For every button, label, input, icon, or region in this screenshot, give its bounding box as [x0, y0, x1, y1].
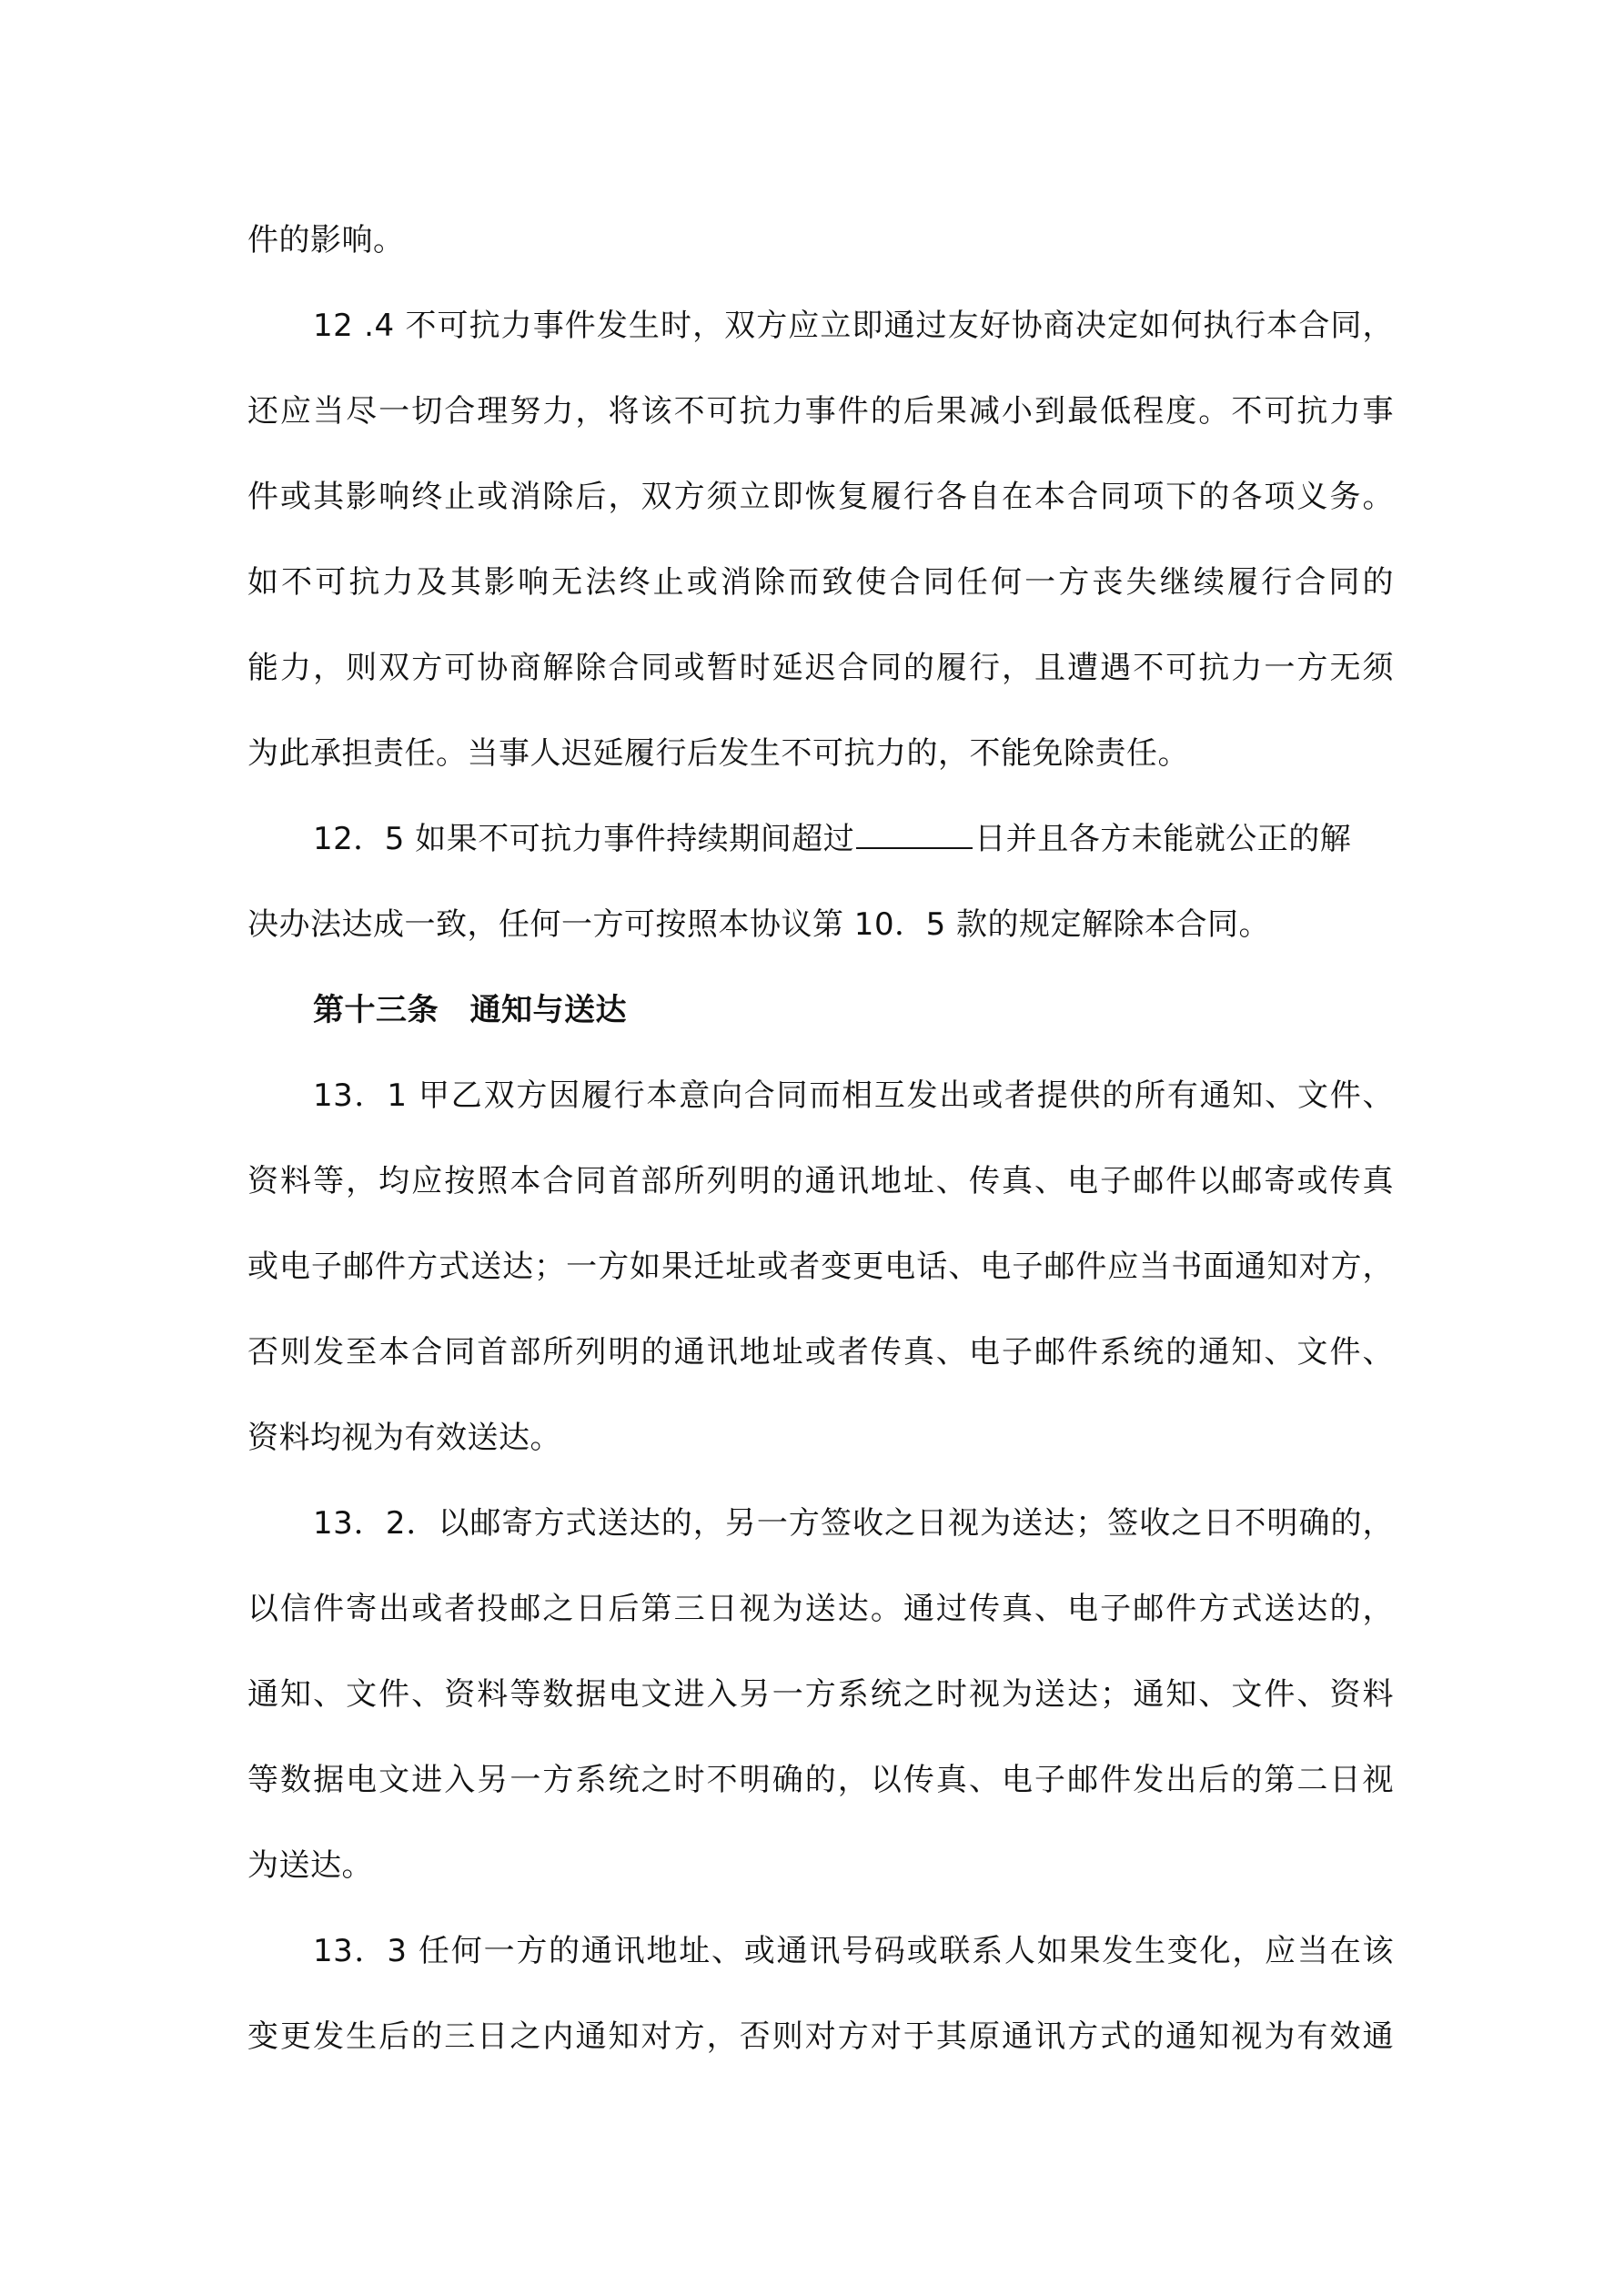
paragraph-13-2-line-1: 13．2．以邮寄方式送达的，另一方签收之日视为送达；签收之日不明确的，	[313, 1505, 1394, 1542]
paragraph-13-1-line-3: 或电子邮件方式送达；一方如果迁址或者变更电话、电子邮件应当书面通知对方，	[247, 1249, 1394, 1285]
paragraph-13-3-line-1: 13．3 任何一方的通讯地址、或通讯号码或联系人如果发生变化，应当在该	[313, 1933, 1394, 1969]
paragraph-12-4-line-5: 能力，则双方可协商解除合同或暂时延迟合同的履行，且遭遇不可抗力一方无须	[247, 650, 1394, 686]
paragraph-13-1-line-1: 13．1 甲乙双方因履行本意向合同而相互发出或者提供的所有通知、文件、	[313, 1077, 1394, 1114]
paragraph-12-5-line-2: 决办法达成一致，任何一方可按照本协议第 10．5 款的规定解除本合同。	[247, 906, 1271, 943]
paragraph-13-2-line-2: 以信件寄出或者投邮之日后第三日视为送达。通过传真、电子邮件方式送达的，	[247, 1591, 1394, 1627]
paragraph-12-5-text-before-blank: 12．5 如果不可抗力事件持续期间超过	[313, 821, 855, 857]
paragraph-13-2-line-5: 为送达。	[247, 1847, 373, 1884]
article-13-heading: 第十三条 通知与送达	[313, 992, 627, 1028]
fill-in-blank-days	[856, 816, 973, 849]
paragraph-12-4-line-4: 如不可抗力及其影响无法终止或消除而致使合同任何一方丧失继续履行合同的	[247, 564, 1394, 601]
paragraph-12-4-line-1: 12 .4 不可抗力事件发生时，双方应立即通过友好协商决定如何执行本合同，	[313, 308, 1394, 344]
paragraph-12-4-line-6: 为此承担责任。当事人迟延履行后发生不可抗力的，不能免除责任。	[247, 735, 1189, 772]
paragraph-13-2-line-3: 通知、文件、资料等数据电文进入另一方系统之时视为送达；通知、文件、资料	[247, 1676, 1394, 1713]
paragraph-13-2-line-4: 等数据电文进入另一方系统之时不明确的，以传真、电子邮件发出后的第二日视	[247, 1762, 1394, 1798]
paragraph-12-5-line-1	[247, 812, 1394, 866]
paragraph-12-4-line-2: 还应当尽一切合理努力，将该不可抗力事件的后果减小到最低程度。不可抗力事	[247, 393, 1394, 430]
paragraph-12-4-line-3: 件或其影响终止或消除后，双方须立即恢复履行各自在本合同项下的各项义务。	[247, 479, 1394, 515]
paragraph-line-1: 件的影响。	[247, 222, 405, 258]
paragraph-13-1-line-4: 否则发至本合同首部所列明的通讯地址或者传真、电子邮件系统的通知、文件、	[247, 1334, 1394, 1371]
paragraph-13-1-line-5: 资料均视为有效送达。	[247, 1420, 561, 1456]
paragraph-12-5-text-after-blank: 日并且各方未能就公正的解	[974, 821, 1352, 857]
paragraph-13-3-line-2: 变更发生后的三日之内通知对方，否则对方对于其原通讯方式的通知视为有效通	[247, 2018, 1394, 2055]
paragraph-13-1-line-2: 资料等，均应按照本合同首部所列明的通讯地址、传真、电子邮件以邮寄或传真	[247, 1163, 1394, 1199]
